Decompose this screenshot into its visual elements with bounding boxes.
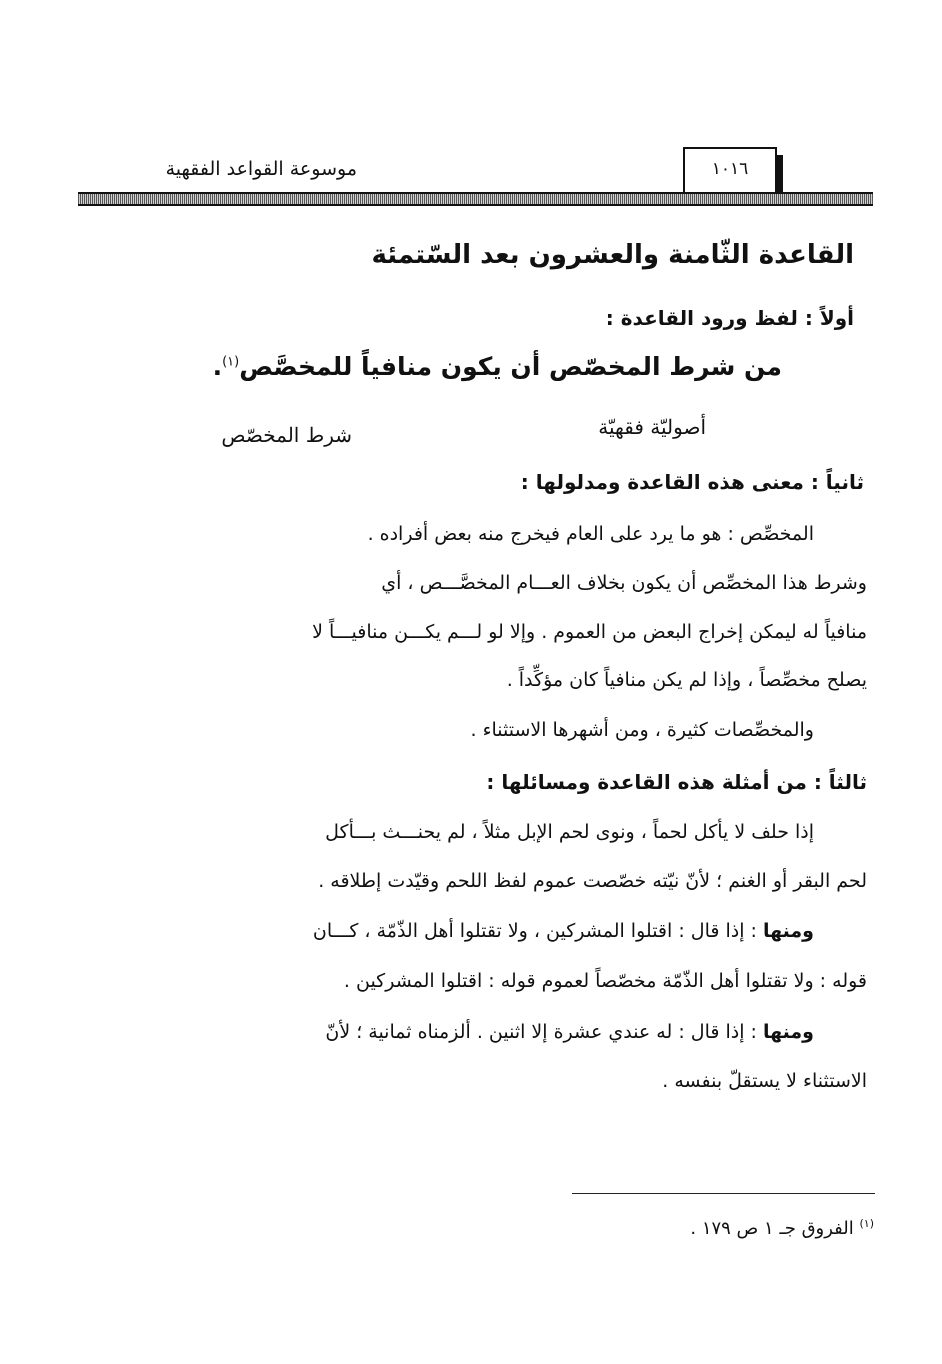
section-2-label: ثانياً : معنى هذه القاعدة ومدلولها : bbox=[520, 470, 864, 494]
page-number-box bbox=[683, 147, 777, 193]
example-3-line-1 bbox=[325, 1021, 814, 1043]
section-2-line: يصلح مخصِّصاً ، وإذا لم يكن منافياً كان مؤكِّداً . bbox=[506, 669, 867, 691]
footnote bbox=[690, 1217, 874, 1239]
section-2-line: والمخصِّصات كثيرة ، ومن أشهرها الاستثناء . bbox=[470, 719, 814, 741]
section-3-label: ثالثاً : من أمثلة هذه القاعدة ومسائلها : bbox=[486, 770, 867, 794]
example-2-line-1 bbox=[313, 920, 814, 942]
footnote-ref: (١) bbox=[222, 354, 240, 370]
section-3-line: لحم البقر أو الغنم ؛ لأنّ نيّته خصّصت عموم لفظ اللحم وقيّدت إطلاقه . bbox=[318, 870, 867, 892]
rule-statement-end: . bbox=[212, 352, 223, 381]
example-3-lead: ومنها bbox=[762, 1021, 814, 1043]
rule-title: القاعدة الثّامنة والعشرون بعد السّتمئة bbox=[371, 240, 854, 270]
rule-statement bbox=[213, 352, 782, 381]
footnote-text: الفروق جـ ١ ص ١٧٩ . bbox=[690, 1218, 854, 1239]
rule-statement-text: من شرط المخصّص أن يكون منافياً للمخصَّص bbox=[239, 352, 782, 381]
example-2-line-2: قوله : ولا تقتلوا أهل الذّمّة مخصّصاً لعموم قوله : اقتلوا المشركين . bbox=[343, 970, 867, 992]
section-3-heading bbox=[486, 770, 867, 794]
example-2-lead: ومنها bbox=[762, 920, 814, 942]
section-2-line: وشرط هذا المخصِّص أن يكون بخلاف العـــام المخصَّـــص ، أي bbox=[381, 572, 867, 594]
page-number: ١٠١٦ bbox=[711, 159, 749, 179]
section-1-label: أولاً : لفظ ورود القاعدة : bbox=[605, 306, 854, 330]
section-3-line: إذا حلف لا يأكل لحماً ، ونوى لحم الإبل مثلاً ، لم يحنـــث بـــأكل bbox=[325, 821, 814, 843]
example-2-text: : إذا قال : اقتلوا المشركين ، ولا تقتلوا أهل الذّمّة ، كـــان bbox=[312, 920, 763, 942]
header-rule bbox=[78, 192, 873, 206]
category-label: أصوليّة فقهيّة bbox=[598, 415, 706, 439]
footnote-mark: (١) bbox=[859, 1217, 874, 1230]
section-2-heading bbox=[521, 470, 864, 494]
footnote-rule bbox=[572, 1193, 875, 1194]
subject-label: شرط المخصّص bbox=[221, 423, 352, 447]
section-1-heading bbox=[606, 306, 854, 330]
section-2-line: المخصِّص : هو ما يرد على العام فيخرج منه بعض أفراده . bbox=[367, 523, 814, 545]
book-title: موسوعة القواعد الفقهية bbox=[165, 158, 357, 180]
example-3-line-2: الاستثناء لا يستقلّ بنفسه . bbox=[662, 1070, 867, 1092]
example-3-text: : إذا قال : له عندي عشرة إلا اثنين . ألزمناه ثمانية ؛ لأنّ bbox=[325, 1021, 763, 1043]
section-2-line: منافياً له ليمكن إخراج البعض من العموم . وإلا لو لـــم يكـــن منافيـــاً لا bbox=[312, 621, 867, 643]
